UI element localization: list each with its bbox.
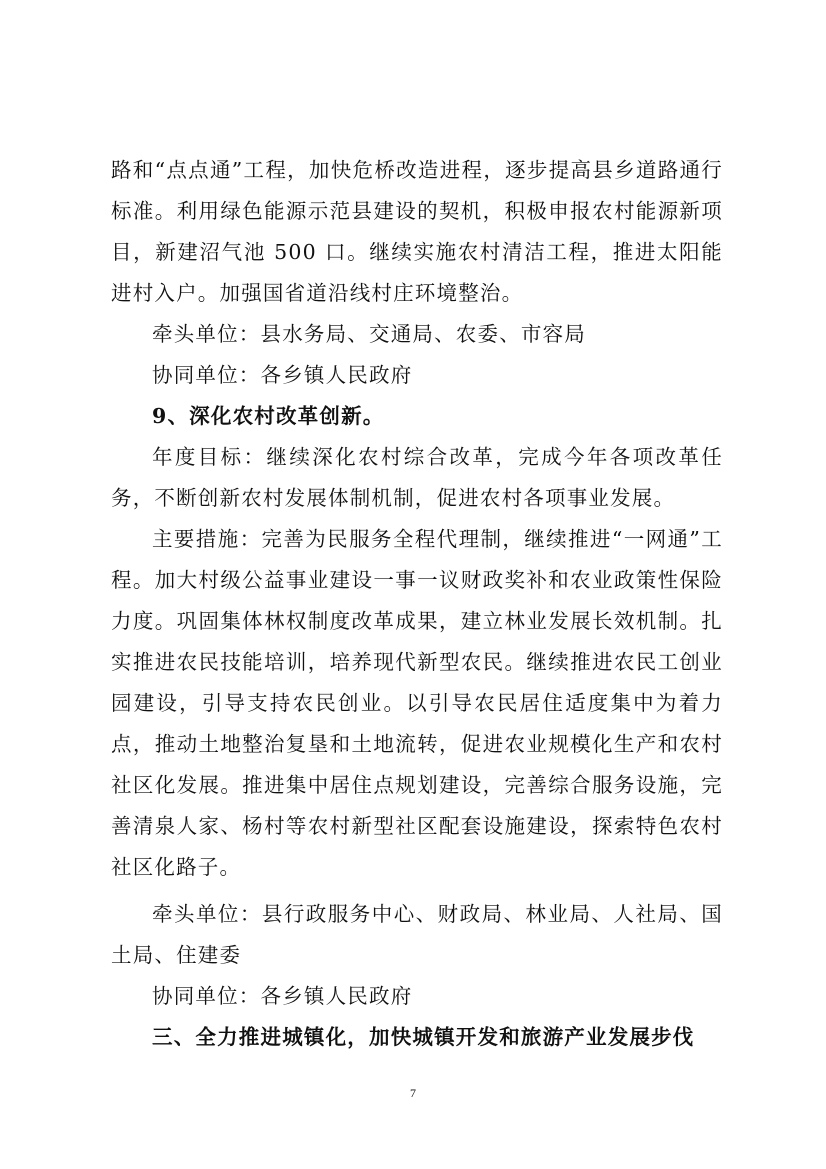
section-heading: 9、深化农村改革创新。 <box>152 404 385 428</box>
body-paragraph: 路和“点点通”工程，加快危桥改造进程，逐步提高县乡道路通行标准。利用绿色能源示范县建设的契机，积极申报农村能源新项目，新建沼气池 500 口。继续实施农村清洁工程，推进太阳能进村入户。加强国省道沿线村庄环境整治。 <box>111 158 723 305</box>
lead-unit-line: 牵头单位：县行政服务中心、财政局、林业局、人社局、国土局、住建委 <box>111 902 723 967</box>
annual-goal-paragraph: 年度目标：继续深化农村综合改革，完成今年各项改革任务，不断创新农村发展体制机制，促进农村各项事业发展。 <box>111 445 723 510</box>
main-measures-paragraph: 主要措施：完善为民服务全程代理制，继续推进“一网通”工程。加大村级公益事业建设一事一议财政奖补和农业政策性保险力度。巩固集体林权制度改革成果，建立林业发展长效机制。扎实推进农民技能培训，培养现代新型农民。继续推进农民工创业园建设，引导支持农民创业。以引导农民居住适度集中为着力点，推动土地整治复垦和土地流转，促进农业规模化生产和农村社区化发展。推进集中居住点规划建设，完善综合服务设施，完善清泉人家、杨村等农村新型社区配套设施建设，探索特色农村社区化路子。 <box>111 527 723 879</box>
document-body <box>111 150 723 1058</box>
lead-unit-line: 牵头单位：县水务局、交通局、农委、市容局 <box>152 322 586 346</box>
page-number: 7 <box>410 1086 416 1100</box>
cooperating-unit-line: 协同单位：各乡镇人民政府 <box>152 984 413 1008</box>
chapter-heading: 三、全力推进城镇化，加快城镇开发和旅游产业发展步伐 <box>152 1025 695 1049</box>
cooperating-unit-line: 协同单位：各乡镇人民政府 <box>152 363 413 387</box>
